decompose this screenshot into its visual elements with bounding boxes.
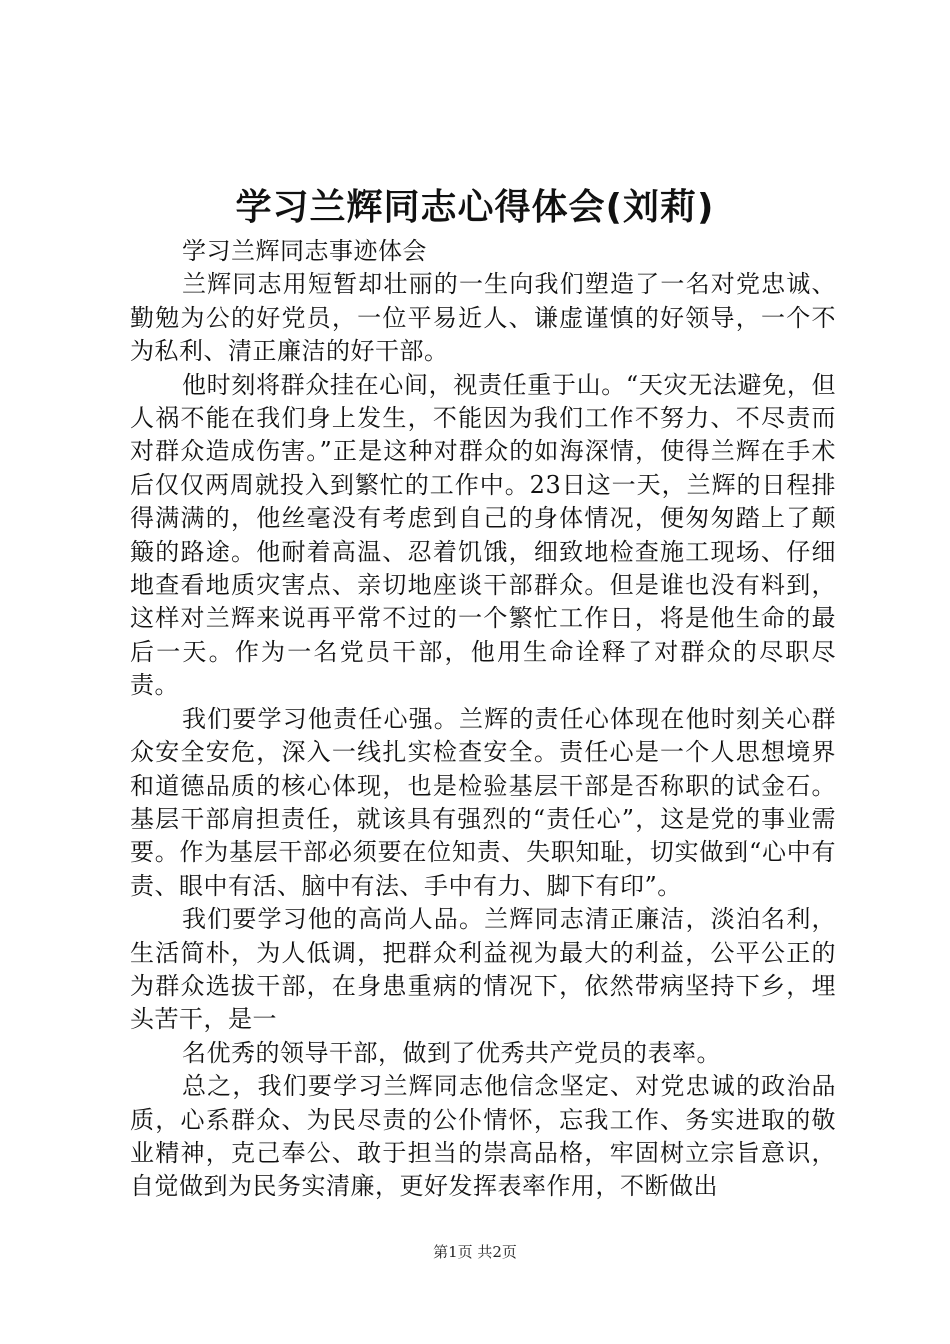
document-title: 学习兰辉同志心得体会(刘莉) [235,187,715,228]
paragraph: 名优秀的领导干部，做到了优秀共产党员的表率。 [182,1038,721,1067]
document-body [130,235,836,1204]
paragraph: 总之，我们要学习兰辉同志他信念坚定、对党忠诚的政治品质，心系群众、为民尽责的公仆情怀，忘我工作、务实进取的敬业精神，克己奉公、敢于担当的崇高品格，牢固树立宗旨意识，自觉做到为民务实清廉，更好发挥表率作用，不断做出 [130,1072,836,1201]
paragraph: 我们要学习他的高尚人品。兰辉同志清正廉洁，淡泊名利，生活简朴，为人低调，把群众利益视为最大的利益，公平公正的为群众选拔干部，在身患重病的情况下，依然带病坚持下乡，埋头苦干，是一 [130,905,836,1034]
page-footer: 第1页 共2页 [433,1243,517,1261]
paragraph: 兰辉同志用短暂却壮丽的一生向我们塑造了一名对党忠诚、勤勉为公的好党员，一位平易近人、谦虚谨慎的好领导，一个不为私利、清正廉洁的好干部。 [130,270,836,366]
paragraph: 他时刻将群众挂在心间，视责任重于山。“天灾无法避免，但人祸不能在我们身上发生，不能因为我们工作不努力、不尽责而对群众造成伤害。”正是这种对群众的如海深情，使得兰辉在手术后仅仅两周就投入到繁忙的工作中。23日这一天，兰辉的日程排得满满的，他丝毫没有考虑到自己的身体情况，便匆匆踏上了颠簸的路途。他耐着高温、忍着饥饿，细致地检查施工现场、仔细地查看地质灾害点、亲切地座谈干部群众。但是谁也没有料到，这样对兰辉来说再平常不过的一个繁忙工作日，将是他生命的最后一天。作为一名党员干部，他用生命诠释了对群众的尽职尽责。 [130,370,836,700]
paragraph: 我们要学习他责任心强。兰辉的责任心体现在他时刻关心群众安全安危，深入一线扎实检查安全。责任心是一个人思想境界和道德品质的核心体现，也是检验基层干部是否称职的试金石。基层干部肩担责任，就该具有强烈的“责任心”，这是党的事业需要。作为基层干部必须要在位知责、失职知耻，切实做到“心中有责、眼中有活、脑中有法、手中有力、脚下有印”。 [130,704,836,900]
paragraph-subtitle: 学习兰辉同志事迹体会 [182,237,427,265]
